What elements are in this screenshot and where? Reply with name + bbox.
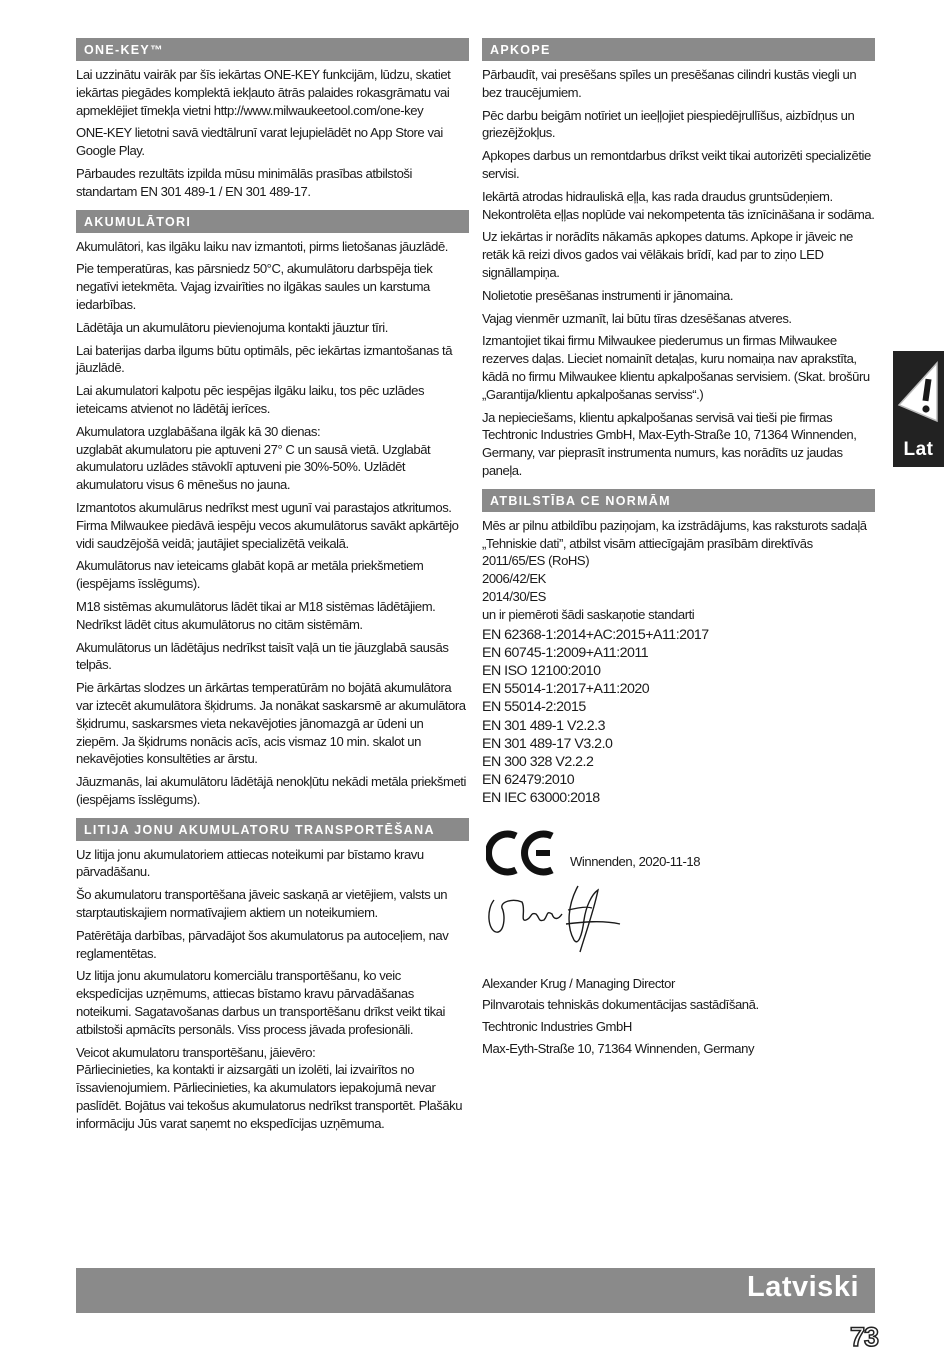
ce-intro: Mēs ar pilnu atbildību paziņojam, ka izstrādājums, kas raksturots sadaļā „Tehniskie dati”, atbilst visām attiecīgajām prasībām direktīvās — [482, 517, 867, 551]
paragraph: Lai baterijas darba ilgums būtu optimāls, pēc iekārtas izmantošanas tā jāuzlādē. — [76, 342, 453, 376]
standards-intro: un ir piemēroti šādi saskaņotie standarti — [482, 606, 695, 622]
standard-item: EN 62368-1:2014+AC:2015+A11:2017 — [482, 626, 709, 643]
paragraph: M18 sistēmas akumulātorus lādēt tikai ar M18 sistēmas lādētājiem. Nedrīkst lādēt citus akumulātorus no citām sistēmām. — [76, 598, 436, 632]
signatory-line: Techtronic Industries GmbH — [482, 1019, 632, 1035]
paragraph: ONE-KEY lietotni savā viedtālrunī varat lejupielādēt no App Store vai Google Play. — [76, 125, 443, 159]
section-header-apkope: APKOPE — [482, 38, 875, 61]
place-date: Winnenden, 2020-11-18 — [570, 853, 701, 869]
page-number: 73 — [849, 1322, 878, 1352]
footer-language: Latviski — [747, 1271, 859, 1303]
paragraph: Šo akumulatoru transportēšana jāveic saskaņā ar vietējiem, valsts un starptautiskajiem normatīvajiem aktiem un noteikumiem. — [76, 887, 448, 921]
signatory-line: Alexander Krug / Managing Director — [482, 975, 675, 991]
paragraph: Apkopes darbus un remontdarbus drīkst veikt tikai autorizēti specializētie servisi. — [482, 148, 871, 181]
paragraph: Akumulātorus nav ieteicams glabāt kopā ar metāla priekšmetiem (iespējams īsslēgums). — [76, 558, 424, 592]
left-column — [76, 38, 469, 1138]
footer-bar — [76, 1268, 875, 1313]
section-header-akumulatori: AKUMULĀTORI — [76, 210, 469, 233]
paragraph: Uz litija jonu akumulatoriem attiecas noteikumi par bīstamo kravu pārvadāšanu. — [76, 846, 424, 880]
standard-item: EN 60745-1:2009+A11:2011 — [482, 644, 649, 661]
paragraph: Pēc darbu beigām notīriet un ieeļļojiet piespiedējrullīšus, aizbīdņus un griezējžokļus. — [482, 107, 855, 141]
standard-item: EN 300 328 V2.2.2 — [482, 753, 594, 770]
paragraph: Lai uzzinātu vairāk par šīs iekārtas ONE-KEY funkcijām, lūdzu, skatiet iekārtas piegādes komplektā iekļauto ātrās palaides rokasgrāmatu vai apmeklējiet tīmekļa vietni http://www.milwaukeetool.com/one-key — [76, 67, 451, 118]
paragraph: Uz iekārtas ir norādīts nākamās apkopes datums. Apkope ir jāveic ne retāk kā reizi divos gados vai vēlākais brīdī, kad par to ziņo LED signāllampiņa. — [482, 229, 853, 280]
signatory-line: Pilnvarotais tehniskās dokumentācijas sastādīšanā. — [482, 997, 759, 1013]
paragraph: Iekārtā atrodas hidrauliskā eļļa, kas rada draudus gruntsūdeņiem. Nekontrolēta eļļas noplūde vai nekompetenta tās iznīcināšana ir sodāma. — [482, 188, 875, 222]
side-tab-label: Lat — [903, 439, 934, 460]
paragraph: Akumulātorus un lādētājus nedrīkst taisīt vaļā un tie jāuzglabā sausās telpās. — [76, 639, 449, 673]
signatory-line: Max-Eyth-Straße 10, 71364 Winnenden, Germany — [482, 1040, 755, 1056]
paragraph: Ja nepieciešams, klientu apkalpošanas servisā vai tieši pie firmas Techtronic Industries GmbH, Max-Eyth-Straße 10, 71364 Winnenden, Germany, var pieprasīt instrumenta numurs, kas norādīts uz jaudas paneļa. — [482, 409, 857, 478]
paragraph: Izmantotos akumulārus nedrīkst mest ugunī vai parastajos atkritumos. Firma Milwaukee piedāvā iespēju vecos akumulātorus savākt apkārtējo vidi saudzējošā veidā; jautājiet specializētā veikalā. — [76, 499, 459, 551]
paragraph: Lādētāja un akumulātoru pievienojuma kontakti jāuztur tīri. — [76, 319, 388, 335]
warning-triangle-icon — [897, 361, 941, 423]
paragraph: Pie temperatūras, kas pārsniedz 50°C, akumulātoru darbspēja tiek negatīvi ietekmēta. Vajag izvairīties no ilgākas saules un karstuma iedarbības. — [76, 261, 433, 312]
paragraph: Lai akumulatori kalpotu pēc iespējas ilgāku laiku, tos pēc uzlādes ieteicams atvienot no lādētāj ierīces. — [76, 383, 425, 416]
paragraph: Nolietotie presēšanas instrumenti ir jānomaina. — [482, 287, 734, 303]
paragraph: Akumulatora uzglabāšana ilgāk kā 30 dienas: uzglabāt akumulatoru pie aptuveni 27° C un sausā vietā. Uzglabāt akumulatoru uzlādes stāvoklī aptuveni pie 30%-50%. Uzlādēt akumulatoru visus 6 mēnešus no jauna. — [76, 423, 431, 493]
standard-item: EN 301 489-1 V2.2.3 — [482, 717, 606, 734]
directive-item: 2014/30/ES — [482, 588, 546, 604]
paragraph: Jāuzmanās, lai akumulātoru lādētājā nenokļūtu nekādi metāla priekšmeti (iespējams īsslēgums). — [76, 774, 466, 807]
standards-list — [482, 626, 875, 808]
standard-item: EN 55014-2:2015 — [482, 699, 586, 716]
directive-item: 2006/42/EK — [482, 571, 546, 587]
ce-declaration-block — [482, 830, 875, 975]
paragraph: Akumulātori, kas ilgāku laiku nav izmantoti, pirms lietošanas jāuzlādē. — [76, 238, 448, 254]
paragraph: Patērētāja darbības, pārvadājot šos akumulatorus pa autoceļiem, nav reglamentētas. — [76, 927, 449, 961]
standard-item: EN 55014-1:2017+A11:2020 — [482, 681, 650, 698]
signature-icon — [482, 880, 632, 960]
paragraph: Veicot akumulatoru transportēšanu, jāievēro: Pārliecinieties, ka kontakti ir aizsargāti un izolēti, lai izvairītos no īssavienojumiem. Pārliecinieties, ka akumulators iepakojumā nevar paslīdēt. Bojātus vai tekošus akumulatorus nedrīkst transportēt. Plašāku informāciju Jūs varat saņemt no ekspedīcijas uzņēmuma. — [76, 1044, 463, 1131]
standard-item: EN ISO 12100:2010 — [482, 662, 601, 679]
right-column — [482, 38, 875, 1063]
directive-list — [482, 552, 875, 623]
ce-mark-icon — [486, 830, 556, 876]
directive-item: 2011/65/ES (RoHS) — [482, 553, 590, 569]
paragraph: Pie ārkārtas slodzes un ārkārtas temperatūrām no bojātā akumulātora var iztecēt akumulātora šķidrums. Ja nonākat saskarsmē ar akumulātora šķidrumu, saskarsmes vieta nekavējoties jānomazgā ar ūdeni un ziepēm. Ja šķidrums nonācis acīs, acis vismaz 10 min. skalot un nekavējoties konsultēties ar ārstu. — [76, 680, 466, 767]
standard-item: EN IEC 63000:2018 — [482, 790, 600, 807]
paragraph: Vajag vienmēr uzmanīt, lai būtu tīras dzesēšanas atveres. — [482, 310, 792, 326]
section-header-transport: LITIJA JONU AKUMULATORU TRANSPORTĒŠANA — [76, 818, 469, 841]
paragraph: Uz litija jonu akumulatoru komerciālu transportēšanu, ko veic ekspedīcijas uzņēmums, attiecas bīstamo kravu pārvadāšanas noteikumi. Sagatavošanas darbus un transportēšanu drīkst veikt tikai atbilstoši apmācīts personāls. Viss process jāvada profesionāli. — [76, 968, 445, 1037]
section-header-onekey: ONE-KEY™ — [76, 38, 469, 61]
standard-item: EN 301 489-17 V3.2.0 — [482, 735, 613, 752]
section-header-ce: ATBILSTĪBA CE NORMĀM — [482, 489, 875, 512]
language-side-tab — [893, 351, 944, 467]
paragraph: Pārbaudes rezultāts izpilda mūsu minimālās prasības atbilstoši standartam EN 301 489-1 / EN 301 489-17. — [76, 165, 412, 199]
standard-item: EN 62479:2010 — [482, 772, 575, 789]
paragraph: Izmantojiet tikai firmu Milwaukee piederumus un firmas Milwaukee rezerves daļas. Lieciet nomainīt detaļas, kuru nomaiņa nav aprakstīta, kādā no firmu Milwaukee klientu apkalpošanas servisiem. (Skat. brošūru „Garantija/klientu apkalpošanas serviss“.) — [482, 333, 870, 402]
paragraph: Pārbaudīt, vai presēšans spīles un presēšanas cilindri kustās viegli un bez traucējumiem. — [482, 67, 857, 100]
